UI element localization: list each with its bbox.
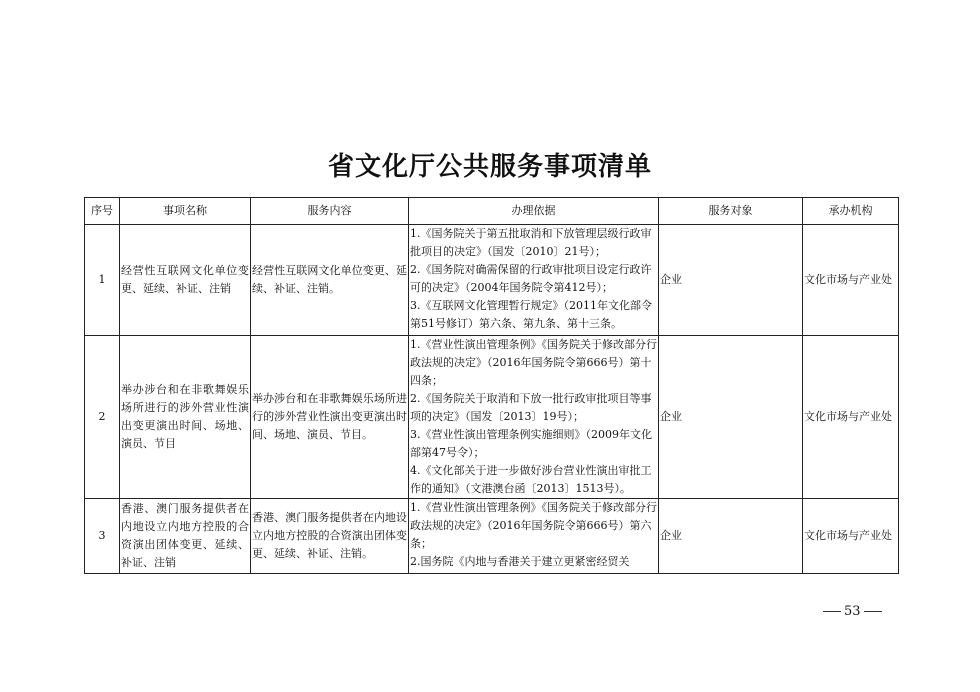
row-index: 2 bbox=[85, 336, 120, 499]
row-target: 企业 bbox=[659, 225, 803, 336]
header-content: 服务内容 bbox=[251, 198, 409, 225]
basis-item: 2.国务院《内地与香港关于建立更紧密经贸关 bbox=[410, 555, 630, 568]
basis-item: 1.《国务院关于第五批取消和下放管理层级行政审批项目的决定》（国发〔2010〕21号）； bbox=[410, 227, 652, 258]
row-name: 经营性互联网文化单位变更、延续、补证、注销 bbox=[120, 225, 251, 336]
basis-item: 2.《国务院对确需保留的行政审批项目设定行政许可的决定》（2004年国务院令第412号）； bbox=[410, 263, 652, 294]
page-number-value: 53 bbox=[844, 604, 861, 619]
header-name: 事项名称 bbox=[120, 198, 251, 225]
row-basis bbox=[409, 336, 659, 499]
header-agency: 承办机构 bbox=[803, 198, 899, 225]
header-target: 服务对象 bbox=[659, 198, 803, 225]
row-target: 企业 bbox=[659, 336, 803, 499]
header-index: 序号 bbox=[85, 198, 120, 225]
row-index: 3 bbox=[85, 499, 120, 574]
row-agency: 文化市场与产业处 bbox=[803, 499, 899, 574]
row-basis bbox=[409, 499, 659, 574]
basis-item: 3.《营业性演出管理条例实施细则》（2009年文化部第47号令）； bbox=[410, 428, 652, 459]
basis-item: 3.《互联网文化管理暂行规定》（2011年文化部令第51号修订）第六条、第九条、第十三条。 bbox=[410, 299, 652, 330]
page-title: 省文化厅公共服务事项清单 bbox=[327, 152, 652, 182]
basis-item: 4.《文化部关于进一步做好涉台营业性演出审批工作的通知》（文港澳台函〔2013〕1513号）。 bbox=[410, 464, 652, 495]
row-content: 经营性互联网文化单位变更、延续、补证、注销。 bbox=[251, 225, 409, 336]
page-number-dash-left bbox=[823, 611, 841, 612]
row-content: 香港、澳门服务提供者在内地设立内地方控股的合资演出团体变更、延续、补证、注销。 bbox=[251, 499, 409, 574]
basis-item: 2.《国务院关于取消和下放一批行政审批项目等事项的决定》（国发〔2013〕19号）； bbox=[410, 392, 652, 423]
row-content: 举办涉台和在非歌舞娱乐场所进行的涉外营业性演出变更演出时间、场地、演员、节目。 bbox=[251, 336, 409, 499]
table-header-row bbox=[85, 198, 899, 225]
table-row bbox=[85, 225, 899, 336]
row-agency: 文化市场与产业处 bbox=[803, 336, 899, 499]
page-number-dash-right bbox=[864, 611, 882, 612]
basis-item: 1.《营业性演出管理条例》《国务院关于修改部分行政法规的决定》（2016年国务院令第666号）第十四条； bbox=[410, 338, 657, 387]
table-row bbox=[85, 499, 899, 574]
table-row bbox=[85, 336, 899, 499]
row-name: 举办涉台和在非歌舞娱乐场所进行的涉外营业性演出变更演出时间、场地、演员、节目 bbox=[120, 336, 251, 499]
basis-item: 1.《营业性演出管理条例》《国务院关于修改部分行政法规的决定》（2016年国务院令第666号）第六条； bbox=[410, 501, 657, 550]
page-number bbox=[820, 603, 920, 621]
row-target: 企业 bbox=[659, 499, 803, 574]
service-catalog-table bbox=[84, 197, 899, 574]
row-index: 1 bbox=[85, 225, 120, 336]
row-name: 香港、澳门服务提供者在内地设立内地方控股的合资演出团体变更、延续、补证、注销 bbox=[120, 499, 251, 574]
header-basis: 办理依据 bbox=[409, 198, 659, 225]
row-agency: 文化市场与产业处 bbox=[803, 225, 899, 336]
row-basis bbox=[409, 225, 659, 336]
